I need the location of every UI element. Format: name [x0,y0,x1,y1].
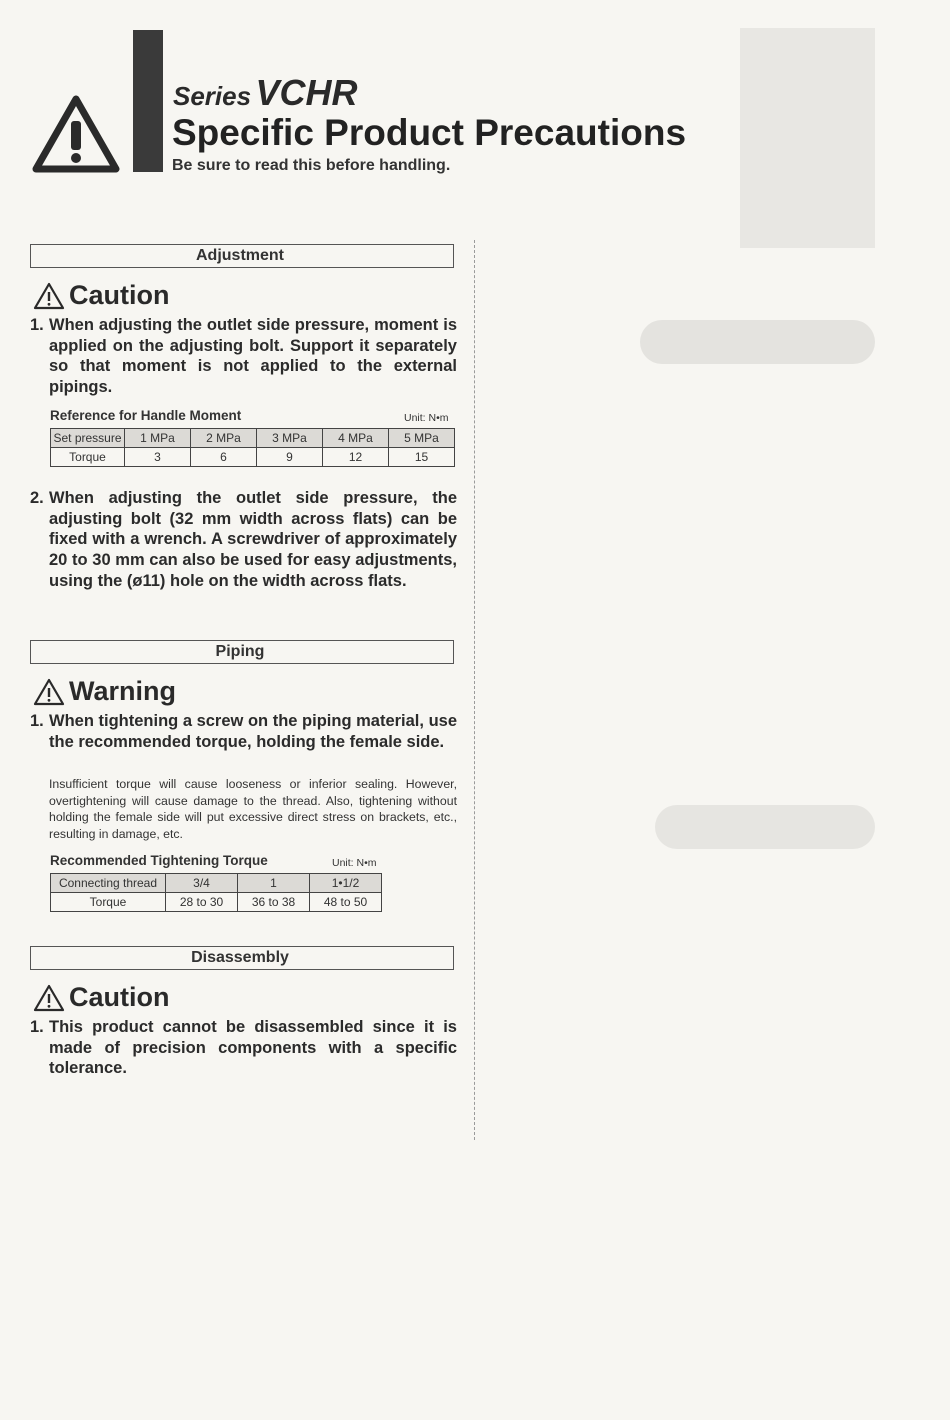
section-header-adjustment [30,244,454,268]
table-cell: 15 [389,448,455,467]
item-text: When tightening a screw on the piping material, use the recommended torque, holding the female side. [49,712,457,751]
page-subtitle: Be sure to read this before handling. [172,157,451,174]
table-cell: 4 MPa [323,429,389,448]
caution-icon [33,282,65,310]
item-text: This product cannot be disassembled since it is made of precision components with a specific tolerance. [49,1018,457,1078]
table-unit: Unit: N•m [404,412,449,424]
table-cell: Set pressure [51,429,125,448]
item-number: 1. [30,316,44,334]
item-number: 1. [30,712,44,730]
section-header-piping [30,640,454,664]
item-number: 1. [30,1018,44,1036]
series-prefix: Series [173,81,252,111]
table-cell: Connecting thread [51,874,166,893]
section-label: Disassembly [191,949,289,966]
bleed-through-band [740,28,875,248]
tightening-torque-table [50,873,382,912]
table-cell: 1 MPa [125,429,191,448]
table-cell: 2 MPa [191,429,257,448]
caution-icon [33,984,65,1012]
table-caption: Recommended Tightening Torque [50,853,268,868]
precaution-item [30,711,457,752]
table-header-row [51,429,455,448]
table-cell: Torque [51,448,125,467]
table-cell: 1 [238,874,310,893]
bleed-through-pill [655,805,875,849]
item-number: 2. [30,489,44,507]
table-cell: 5 MPa [389,429,455,448]
table-unit: Unit: N•m [332,857,377,869]
column-divider [474,240,475,1140]
section-header-disassembly [30,946,454,970]
bleed-through-pill [640,320,875,364]
table-cell: 9 [257,448,323,467]
table-cell: 28 to 30 [166,893,238,912]
caution-heading [33,280,170,311]
table-row [51,893,382,912]
heading-text: Caution [69,280,170,310]
table-cell: 12 [323,448,389,467]
warning-heading [33,676,176,707]
table-header-row [51,874,382,893]
table-cell: 6 [191,448,257,467]
warning-icon [33,678,65,706]
heading-text: Warning [69,676,176,706]
table-cell: 3/4 [166,874,238,893]
precaution-item [30,488,457,592]
series-name: VCHR [255,72,358,113]
table-row [51,448,455,467]
table-cell: 36 to 38 [238,893,310,912]
section-label: Adjustment [196,247,284,264]
table-caption: Reference for Handle Moment [50,408,242,423]
table-cell: Torque [51,893,166,912]
series-label [173,72,358,114]
table-cell: 3 MPa [257,429,323,448]
handle-moment-table [50,428,455,467]
precaution-item [30,1017,457,1079]
caution-heading [33,982,170,1013]
precaution-item [30,315,457,398]
warning-triangle-icon [32,95,120,173]
table-cell: 1•1/2 [310,874,382,893]
section-label: Piping [215,643,265,660]
table-cell: 3 [125,448,191,467]
page-title: Specific Product Precautions [172,112,687,153]
table-cell: 48 to 50 [310,893,382,912]
heading-text: Caution [69,982,170,1012]
item-text: When adjusting the outlet side pressure, the adjusting bolt (32 mm width across flats) can be fixed with a wrench. A screwdriver of approximately 20 to 30 mm can also be used for easy adjustments, using the (ø11) hole on the width across flats. [49,489,457,590]
piping-note: Insufficient torque will cause looseness or inferior sealing. However, overtightening will cause damage to the thread. Also, tightening without holding the female side will put excessive direct stress on brackets, etc., resulting in damage, etc. [49,777,457,841]
item-text: When adjusting the outlet side pressure, moment is applied on the adjusting bolt. Support it separately so that moment is not applied to the external pipings. [49,316,457,397]
header-accent-bar [133,30,163,172]
